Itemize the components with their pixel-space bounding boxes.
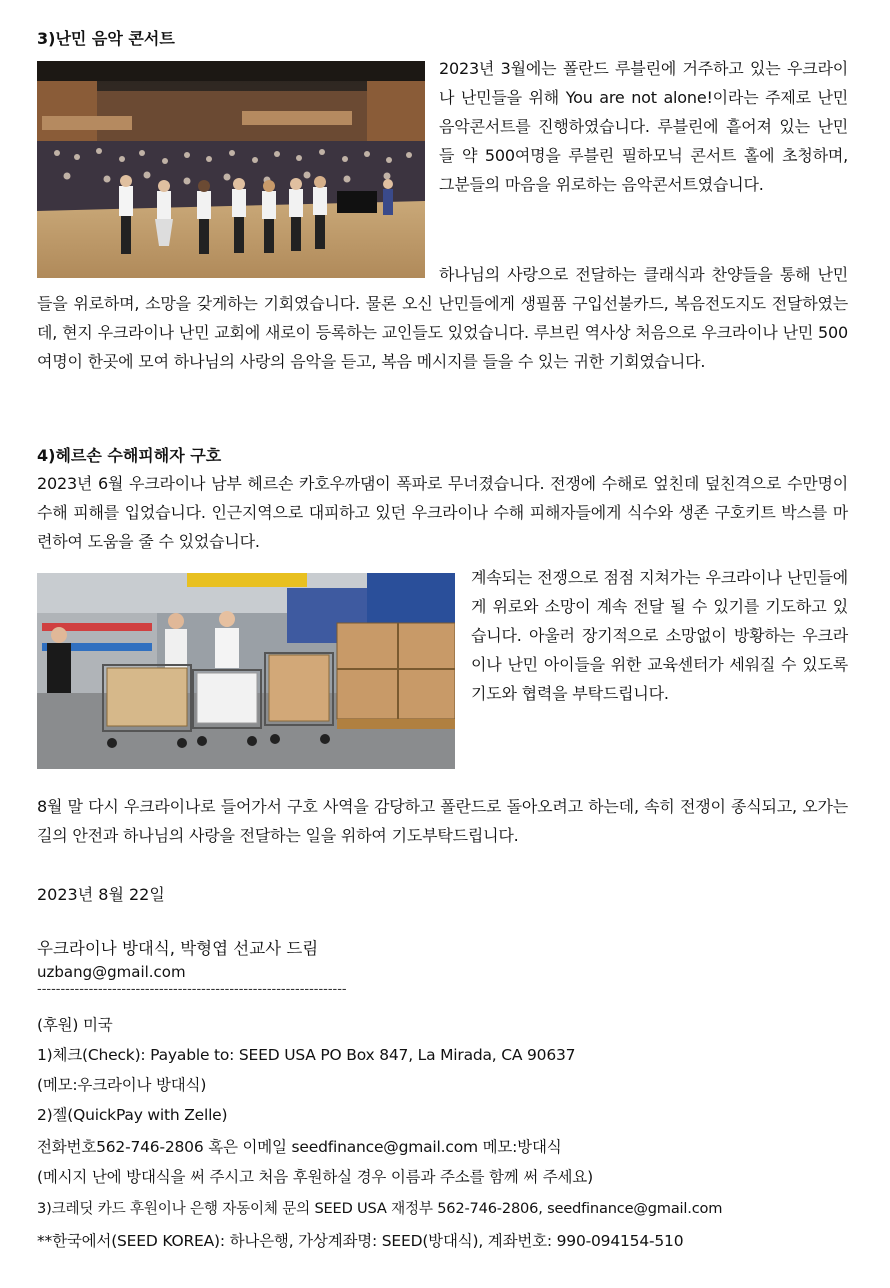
section3-paragraph-full: 하나님의 사랑으로 전달하는 클래식과 찬양들을 통해 난민들을 위로하며, 소망을 갖게하는 기회였습니다. 물론 오신 난민들에게 생필품 구입선불카드, 복음전도지도 전달하였는데, 현지 우크라이나 난민 교회에 새로이 등록하는 교인들도 있었습니다. 루브린 역사상 처음으로 우크라이나 난민 500여명이 한곳에 모여 하나님의 사랑의 음악을 듣고, 복음 메시지를 들을 수 있는 귀한 기회였습니다. [37,265,848,371]
letter-date: 2023년 8월 22일 [37,885,165,904]
support-line-message: (메시지 난에 방대식을 써 주시고 처음 후원하실 경우 이름과 주소를 함께 써 주세요) [37,1168,593,1186]
support-line-memo: (메모:우크라이나 방대식) [37,1076,207,1094]
relief-supplies-photo [37,573,455,769]
support-line-phone: 전화번호562-746-2806 혹은 이메일 seedfinance@gmail.com 메모:방대식 [37,1138,562,1156]
support-line-zelle: 2)젤(QuickPay with Zelle) [37,1106,228,1124]
section4-paragraph-right: 계속되는 전쟁으로 점점 지쳐가는 우크라이나 난민들에게 위로와 소망이 계속 전달 될 수 있기를 기도하고 있습니다. 아울러 장기적으로 소망없이 방황하는 우크라이나 난민 아이들을 위한 교육센터가 세워질 수 있도록 기도와 협력을 부탁드립니다. [471,568,848,703]
support-line-us: (후원) 미국 [37,1016,113,1034]
section4-heading: 4)헤르손 수해피해자 구호 [37,446,222,465]
support-line-check: 1)체크(Check): Payable to: SEED USA PO Box 847, La Mirada, CA 90637 [37,1046,576,1064]
concert-photo [37,61,425,278]
section3-heading: 3)난민 음악 콘서트 [37,29,175,48]
divider: ------------------------------------------------------------------ [37,982,347,997]
signature: 우크라이나 방대식, 박형엽 선교사 드림 [37,939,319,958]
section3-paragraph-right: 2023년 3월에는 폴란드 루블린에 거주하고 있는 우크라이나 난민들을 위해 You are not alone!이라는 주제로 난민음악콘서트를 진행하였습니다. 루블린에 흩어져 있는 난민들 약 500여명을 루블린 필하모닉 콘서트 홀에 초청하며, 그분들의 마음을 위로하는 음악콘서트였습니다. [439,59,848,194]
contact-email: uzbang@gmail.com [37,963,186,981]
support-line-credit: 3)크레딧 카드 후원이나 은행 자동이체 문의 SEED USA 재정부 562-746-2806, seedfinance@gmail.com [37,1200,723,1217]
support-line-korea: **한국에서(SEED KOREA): 하나은행, 가상계좌명: SEED(방대식), 계좌번호: 990-094154-510 [37,1232,684,1250]
section4-paragraph-full: 2023년 6월 우크라이나 남부 헤르손 카호우까댐이 폭파로 무너졌습니다. 전쟁에 수해로 엎친데 덮친격으로 수만명이 수해 피해를 입었습니다. 인근지역으로 대피하고 있던 우크라이나 수해 피해자들에게 식수와 생존 구호키트 박스를 마련하여 도움을 줄 수 있었습니다. [37,474,848,551]
closing-paragraph: 8월 말 다시 우크라이나로 들어가서 구호 사역을 감당하고 폴란드로 돌아오려고 하는데, 속히 전쟁이 종식되고, 오가는 길의 안전과 하나님의 사랑을 전달하는 일을 위하여 기도부탁드립니다. [37,797,848,845]
